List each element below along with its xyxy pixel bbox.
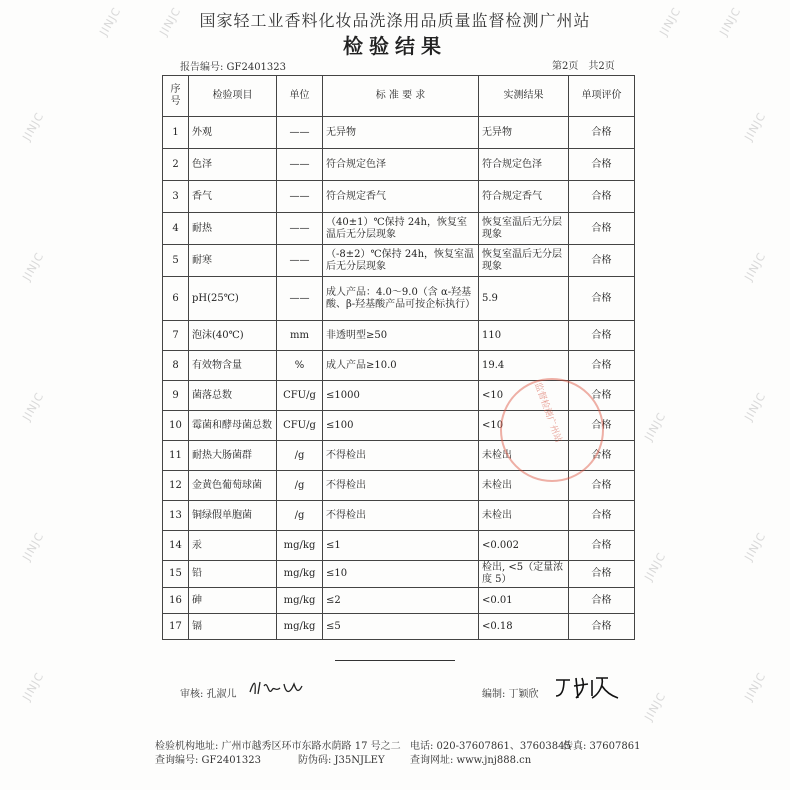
evaluation-cell: 合格 (569, 245, 635, 277)
row-number-cell: 9 (163, 381, 189, 411)
table-row (163, 614, 635, 640)
requirement-cell: 不得检出 (323, 441, 479, 471)
watermark-text: JINJC (157, 4, 184, 39)
col-header-unit: 单位 (277, 76, 323, 117)
unit-cell: % (277, 351, 323, 381)
table-row (163, 321, 635, 351)
measured-result-cell: 无异物 (479, 117, 569, 149)
unit-cell: mm (277, 321, 323, 351)
evaluation-cell: 合格 (569, 213, 635, 245)
watermark-text: JINJC (742, 669, 769, 704)
unit-cell: —— (277, 149, 323, 181)
lab-phone: 电话: 020-37607861、37603845 (410, 741, 571, 752)
official-seal-text: 监督检测广州站 (532, 381, 564, 445)
page-number: 第2页 共2页 (552, 61, 615, 72)
test-item-cell: 镉 (189, 614, 277, 640)
report-number: 报告编号: GF2401323 (180, 62, 287, 73)
unit-cell: mg/kg (277, 614, 323, 640)
test-item-cell: 汞 (189, 531, 277, 561)
evaluation-cell: 合格 (569, 501, 635, 531)
table-header-row (163, 76, 635, 117)
col-header-evaluation: 单项评价 (569, 76, 635, 117)
measured-result-cell: 未检出 (479, 501, 569, 531)
row-number-cell: 10 (163, 411, 189, 441)
evaluation-cell: 合格 (569, 381, 635, 411)
row-number-cell: 7 (163, 321, 189, 351)
test-item-cell: 金黄色葡萄球菌 (189, 471, 277, 501)
unit-cell: mg/kg (277, 561, 323, 588)
test-item-cell: 泡沫(40℃) (189, 321, 277, 351)
requirement-cell: 不得检出 (323, 501, 479, 531)
reviewer-label: 审核: 孔淑儿 (180, 689, 237, 700)
row-number-cell: 16 (163, 588, 189, 614)
measured-result-cell: <10 (479, 381, 569, 411)
measured-result-cell: 110 (479, 321, 569, 351)
row-number-cell: 5 (163, 245, 189, 277)
requirement-cell: ≤1000 (323, 381, 479, 411)
measured-result-cell: 符合规定香气 (479, 181, 569, 213)
requirement-cell: 无异物 (323, 117, 479, 149)
requirement-cell: ≤1 (323, 531, 479, 561)
unit-cell: CFU/g (277, 411, 323, 441)
evaluation-cell: 合格 (569, 471, 635, 501)
reviewer-signature (246, 676, 306, 698)
row-number-cell: 11 (163, 441, 189, 471)
evaluation-cell: 合格 (569, 181, 635, 213)
row-number-cell: 2 (163, 149, 189, 181)
test-item-cell: 色泽 (189, 149, 277, 181)
test-item-cell: 耐热 (189, 213, 277, 245)
table-row (163, 531, 635, 561)
row-number-cell: 4 (163, 213, 189, 245)
results-table (162, 75, 635, 640)
lab-fax: 传真: 37607861 (563, 741, 641, 752)
unit-cell: CFU/g (277, 381, 323, 411)
evaluation-cell: 合格 (569, 441, 635, 471)
watermark-text: JINJC (97, 4, 124, 39)
test-item-cell: 耐寒 (189, 245, 277, 277)
watermark-text: JINJC (642, 549, 669, 584)
table-row (163, 149, 635, 181)
evaluation-cell: 合格 (569, 117, 635, 149)
evaluation-cell: 合格 (569, 277, 635, 321)
test-item-cell: 砷 (189, 588, 277, 614)
query-number: 查询编号: GF2401323 (155, 755, 262, 766)
editor-label: 编制: 丁颖欣 (482, 689, 539, 700)
watermark-text: JINJC (20, 669, 47, 704)
table-row (163, 561, 635, 588)
watermark-text: JINJC (20, 249, 47, 284)
test-item-cell: 菌落总数 (189, 381, 277, 411)
requirement-cell: 成人产品≥10.0 (323, 351, 479, 381)
test-item-cell: 外观 (189, 117, 277, 149)
requirement-cell: 成人产品：4.0～9.0（含 α-羟基酸、β-羟基酸产品可按企标执行） (323, 277, 479, 321)
editor-signature (552, 674, 622, 702)
requirement-cell: 非透明型≥50 (323, 321, 479, 351)
test-item-cell: pH(25℃) (189, 277, 277, 321)
requirement-cell: ≤2 (323, 588, 479, 614)
row-number-cell: 1 (163, 117, 189, 149)
measured-result-cell: 恢复室温后无分层现象 (479, 245, 569, 277)
test-item-cell: 香气 (189, 181, 277, 213)
requirement-cell: （40±1）℃保持 24h，恢复室温后无分层现象 (323, 213, 479, 245)
watermark-text: JINJC (642, 689, 669, 724)
evaluation-cell: 合格 (569, 411, 635, 441)
requirement-cell: ≤100 (323, 411, 479, 441)
page-title: 检验结果 (343, 34, 447, 58)
table-row (163, 117, 635, 149)
watermark-text: JINJC (717, 4, 744, 39)
evaluation-cell: 合格 (569, 351, 635, 381)
row-number-cell: 12 (163, 471, 189, 501)
org-name: 国家轻工业香料化妆品洗涤用品质量监督检测广州站 (199, 11, 591, 30)
unit-cell: /g (277, 471, 323, 501)
unit-cell: —— (277, 277, 323, 321)
end-divider (335, 660, 455, 661)
evaluation-cell: 合格 (569, 614, 635, 640)
test-item-cell: 铅 (189, 561, 277, 588)
requirement-cell: ≤10 (323, 561, 479, 588)
row-number-cell: 3 (163, 181, 189, 213)
measured-result-cell: 检出, <5（定量浓度 5） (479, 561, 569, 588)
measured-result-cell: 恢复室温后无分层现象 (479, 213, 569, 245)
unit-cell: —— (277, 213, 323, 245)
watermark-text: JINJC (20, 529, 47, 564)
table-row (163, 277, 635, 321)
col-header-no: 序号 (163, 76, 189, 117)
test-item-cell: 霉菌和酵母菌总数 (189, 411, 277, 441)
measured-result-cell: 未检出 (479, 441, 569, 471)
unit-cell: /g (277, 501, 323, 531)
evaluation-cell: 合格 (569, 321, 635, 351)
unit-cell: —— (277, 117, 323, 149)
requirement-cell: 不得检出 (323, 471, 479, 501)
watermark-text: JINJC (742, 529, 769, 564)
unit-cell: /g (277, 441, 323, 471)
measured-result-cell: 未检出 (479, 471, 569, 501)
watermark-text: JINJC (742, 389, 769, 424)
table-row (163, 245, 635, 277)
measured-result-cell: 19.4 (479, 351, 569, 381)
query-website: 查询网址: www.jnj888.cn (410, 755, 532, 766)
watermark-text: JINJC (657, 4, 684, 39)
watermark-text: JINJC (742, 109, 769, 144)
row-number-cell: 14 (163, 531, 189, 561)
col-header-item: 检验项目 (189, 76, 277, 117)
anti-fake-code: 防伪码: J35NJLEY (298, 755, 385, 766)
unit-cell: mg/kg (277, 588, 323, 614)
measured-result-cell: <10 (479, 411, 569, 441)
test-item-cell: 耐热大肠菌群 (189, 441, 277, 471)
row-number-cell: 8 (163, 351, 189, 381)
row-number-cell: 6 (163, 277, 189, 321)
watermark-text: JINJC (742, 249, 769, 284)
unit-cell: —— (277, 245, 323, 277)
measured-result-cell: <0.01 (479, 588, 569, 614)
watermark-text: JINJC (20, 389, 47, 424)
table-row (163, 181, 635, 213)
requirement-cell: 符合规定色泽 (323, 149, 479, 181)
watermark-text: JINJC (642, 409, 669, 444)
col-header-result: 实测结果 (479, 76, 569, 117)
col-header-requirement: 标 准 要 求 (323, 76, 479, 117)
measured-result-cell: <0.002 (479, 531, 569, 561)
unit-cell: mg/kg (277, 531, 323, 561)
measured-result-cell: 符合规定色泽 (479, 149, 569, 181)
table-row (163, 501, 635, 531)
requirement-cell: （-8±2）℃保持 24h，恢复室温后无分层现象 (323, 245, 479, 277)
evaluation-cell: 合格 (569, 149, 635, 181)
row-number-cell: 17 (163, 614, 189, 640)
lab-address: 检验机构地址: 广州市越秀区环市东路水荫路 17 号之二 (155, 741, 401, 752)
table-row (163, 351, 635, 381)
test-item-cell: 铜绿假单胞菌 (189, 501, 277, 531)
row-number-cell: 15 (163, 561, 189, 588)
evaluation-cell: 合格 (569, 561, 635, 588)
test-item-cell: 有效物含量 (189, 351, 277, 381)
unit-cell: —— (277, 181, 323, 213)
row-number-cell: 13 (163, 501, 189, 531)
requirement-cell: ≤5 (323, 614, 479, 640)
table-row (163, 588, 635, 614)
measured-result-cell: 5.9 (479, 277, 569, 321)
watermark-text: JINJC (20, 109, 47, 144)
evaluation-cell: 合格 (569, 588, 635, 614)
evaluation-cell: 合格 (569, 531, 635, 561)
table-row (163, 213, 635, 245)
measured-result-cell: <0.18 (479, 614, 569, 640)
requirement-cell: 符合规定香气 (323, 181, 479, 213)
